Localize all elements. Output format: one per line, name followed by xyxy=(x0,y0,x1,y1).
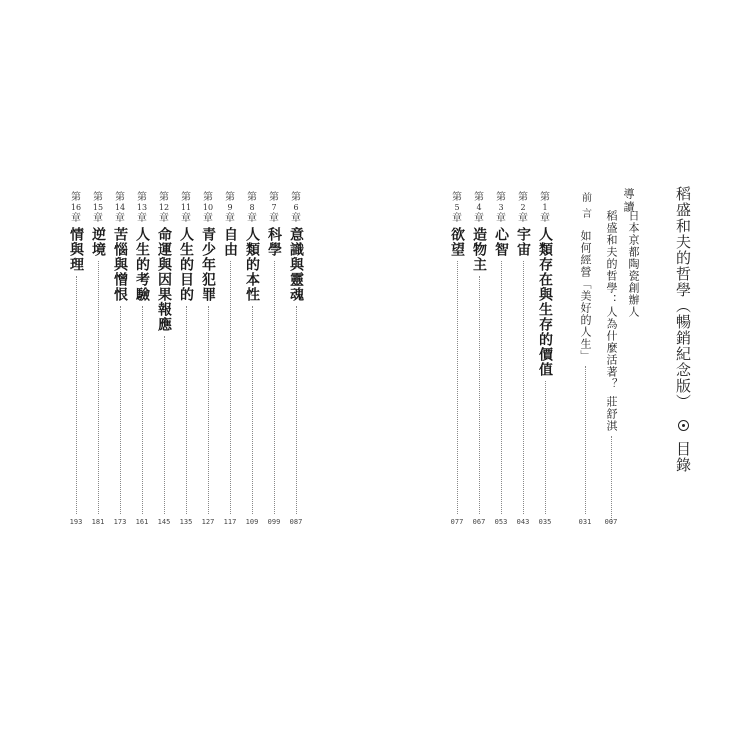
chapter-14-entry[interactable] xyxy=(109,192,131,518)
leader-line xyxy=(545,381,546,514)
chapter-9-page-number: 117 xyxy=(223,518,237,526)
chapter-8-label: 第 8 章 xyxy=(247,192,257,224)
chapter-8-page-number: 109 xyxy=(245,518,259,526)
chapter-9-label: 第 9 章 xyxy=(225,192,235,224)
chapter-6-entry[interactable] xyxy=(285,192,307,518)
circle-dot-icon xyxy=(678,420,689,431)
chapter-12-entry[interactable] xyxy=(153,192,175,518)
toc-heading: 目錄 xyxy=(674,440,692,473)
chapter-13-title: 人生的考驗 xyxy=(134,227,150,302)
leader-line xyxy=(296,306,297,514)
leader-line xyxy=(501,261,502,514)
leader-line xyxy=(164,336,165,514)
chapter-2-page-number: 043 xyxy=(516,518,530,526)
chapter-7-title: 科學 xyxy=(266,227,282,257)
chapter-2-title: 宇宙 xyxy=(515,227,531,257)
chapter-15-label: 第 15 章 xyxy=(92,192,104,224)
leader-line xyxy=(611,436,612,524)
chapter-13-page-number: 161 xyxy=(135,518,149,526)
chapter-7-label: 第 7 章 xyxy=(269,192,279,224)
chapter-15-entry[interactable] xyxy=(87,192,109,518)
chapter-9-title: 自由 xyxy=(222,227,238,257)
intro-line1: 日本京都陶瓷創辦人 xyxy=(627,210,640,318)
chapter-12-label: 第 12 章 xyxy=(158,192,170,224)
chapter-1-page-number: 035 xyxy=(538,518,552,526)
chapter-3-page-number: 053 xyxy=(494,518,508,526)
chapter-12-page-number: 145 xyxy=(157,518,171,526)
intro-line2: 稻盛和夫的哲學：人為什麼活著？ xyxy=(605,210,618,390)
chapter-6-label: 第 6 章 xyxy=(291,192,301,224)
chapter-6-title: 意識與靈魂 xyxy=(288,227,304,302)
chapter-14-title: 苦惱與憎恨 xyxy=(112,227,128,302)
intro-line2-column xyxy=(600,210,622,528)
chapter-11-page-number: 135 xyxy=(179,518,193,526)
chapter-12-title: 命運與因果報應 xyxy=(156,227,172,332)
chapter-16-title: 情與理 xyxy=(68,227,84,272)
chapter-7-page-number: 099 xyxy=(267,518,281,526)
leader-line xyxy=(230,261,231,514)
chapter-5-label: 第 5 章 xyxy=(452,192,462,224)
chapter-10-label: 第 10 章 xyxy=(202,192,214,224)
preface-label: 前言 xyxy=(579,192,591,224)
chapter-1-label: 第 1 章 xyxy=(540,192,550,224)
chapter-11-label: 第 11 章 xyxy=(180,192,192,224)
leader-line xyxy=(120,306,121,514)
preface-title: 如何經營「美好的人生」 xyxy=(579,230,592,362)
chapter-11-entry[interactable] xyxy=(175,192,197,518)
chapter-3-label: 第 3 章 xyxy=(496,192,506,224)
chapter-7-entry[interactable] xyxy=(263,192,285,518)
chapter-10-page-number: 127 xyxy=(201,518,215,526)
leader-line xyxy=(457,261,458,514)
chapter-10-entry[interactable] xyxy=(197,192,219,518)
chapter-11-title: 人生的目的 xyxy=(178,227,194,302)
chapter-1-entry[interactable] xyxy=(534,192,556,518)
chapter-4-title: 造物主 xyxy=(471,227,487,272)
preface-entry[interactable] xyxy=(574,192,596,518)
leader-line xyxy=(523,261,524,514)
chapter-14-page-number: 173 xyxy=(113,518,127,526)
chapter-9-entry[interactable] xyxy=(219,192,241,518)
leader-line xyxy=(585,366,586,514)
intro-line1-column xyxy=(622,210,644,318)
chapter-5-entry[interactable] xyxy=(446,192,468,518)
book-title-column xyxy=(673,186,694,473)
chapter-13-label: 第 13 章 xyxy=(136,192,148,224)
intro-author: 莊舒淇 xyxy=(605,396,618,432)
chapter-4-page-number: 067 xyxy=(472,518,486,526)
chapter-5-page-number: 077 xyxy=(450,518,464,526)
chapter-3-entry[interactable] xyxy=(490,192,512,518)
preface-page-number: 031 xyxy=(578,518,592,526)
chapter-4-entry[interactable] xyxy=(468,192,490,518)
leader-line xyxy=(76,276,77,514)
intro-page-number: 007 xyxy=(604,518,618,526)
leader-line xyxy=(98,261,99,514)
chapter-16-entry[interactable] xyxy=(65,192,87,518)
leader-line xyxy=(274,261,275,514)
chapter-10-title: 青少年犯罪 xyxy=(200,227,216,302)
chapter-5-title: 欲望 xyxy=(449,227,465,257)
chapter-2-label: 第 2 章 xyxy=(518,192,528,224)
leader-line xyxy=(252,306,253,514)
chapter-2-entry[interactable] xyxy=(512,192,534,518)
chapter-3-title: 心智 xyxy=(493,227,509,257)
chapter-8-entry[interactable] xyxy=(241,192,263,518)
chapter-13-entry[interactable] xyxy=(131,192,153,518)
leader-line xyxy=(479,276,480,514)
chapter-1-title: 人類存在與生存的價值 xyxy=(537,227,553,377)
leader-line xyxy=(142,306,143,514)
chapter-15-title: 逆境 xyxy=(90,227,106,257)
chapter-16-page-number: 193 xyxy=(69,518,83,526)
chapter-15-page-number: 181 xyxy=(91,518,105,526)
chapter-6-page-number: 087 xyxy=(289,518,303,526)
intro-label: 導讀 xyxy=(622,188,635,214)
chapter-14-label: 第 14 章 xyxy=(114,192,126,224)
leader-line xyxy=(208,306,209,514)
leader-line xyxy=(186,306,187,514)
book-title: 稻盛和夫的哲學（暢銷紀念版） xyxy=(674,186,692,410)
chapter-16-label: 第 16 章 xyxy=(70,192,82,224)
chapter-8-title: 人類的本性 xyxy=(244,227,260,302)
chapter-4-label: 第 4 章 xyxy=(474,192,484,224)
